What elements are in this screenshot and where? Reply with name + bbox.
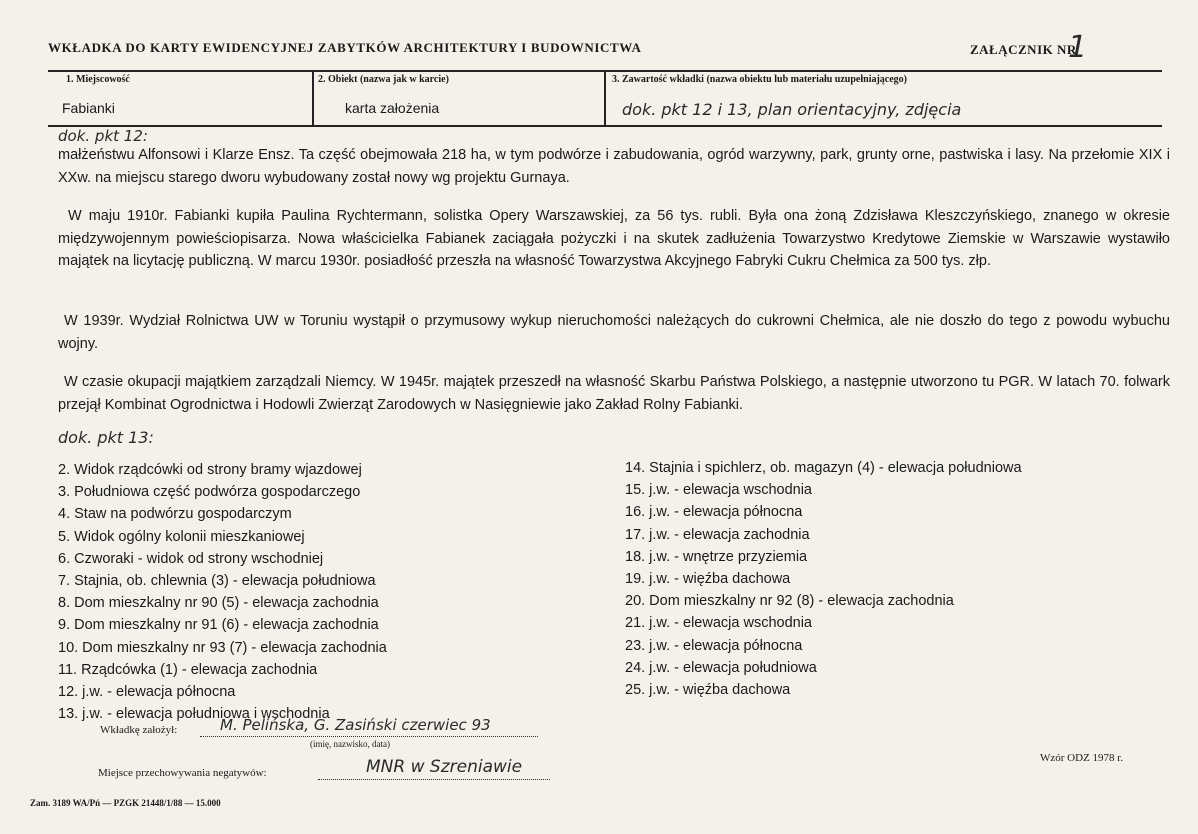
annex-label: ZAŁĄCZNIK NR <box>970 42 1077 57</box>
list-item: 14. Stajnia i spichlerz, ob. magazyn (4) - elewacja południowa <box>625 460 1022 476</box>
photo-list-right <box>625 457 1022 701</box>
list-item: 6. Czworaki - widok od strony wschodniej <box>58 550 324 567</box>
list-item: 23. j.w. - elewacja północna <box>625 637 803 654</box>
list-item: 25. j.w. - więźba dachowa <box>625 682 791 699</box>
list-item: 13. j.w. - elewacja południowa i wschodnia <box>58 706 330 723</box>
field-divider-2 <box>604 70 606 126</box>
storage-value: MNR w Szreniawie <box>366 757 523 777</box>
list-item: 3. Południowa część podwórza gospodarczego <box>58 484 361 501</box>
list-item: 8. Dom mieszkalny nr 90 (5) - elewacja zachodnia <box>58 595 379 612</box>
list-item: 18. j.w. - wnętrze przyziemia <box>625 548 808 565</box>
list-item: 20. Dom mieszkalny nr 92 (8) - elewacja zachodnia <box>625 593 954 610</box>
paragraph-1: małżeństwu Alfonsowi i Klarze Ensz. Ta część obejmowała 218 ha, w tym podwórze i zabudowania, ogród warzywny, park, grunty orne, pastwiska i lasy. Na przełomie XIX i XXw. na miejscu starego dworu wybudowany został nowy wg projektu Gurnaya. <box>58 147 1170 186</box>
list-item: 11. Rządcówka (1) - elewacja zachodnia <box>58 661 318 678</box>
made-by-label: Wkładkę założył: <box>100 724 178 736</box>
paragraph-2: W maju 1910r. Fabianki kupiła Paulina Rychtermann, solistka Opery Warszawskiej, za 56 tys. rubli. Była ona żoną Zdzisława Kleszczyńskiego, znanego w okresie międzywojennym powieściopisarza. Nowa właścicielka Fabianek zaciągała pożyczki i na skutek zadłużenia Towarzystwo Kredytowe Ziemskie w Warszawie wystawiło majątek na licytację publiczną. W marcu 1930r. posiadłość przeszła na własność Towarzystwa Akcyjnego Fabryki Cukru Chełmica za 500 tys. złp. <box>58 208 1170 269</box>
paragraph-4: W czasie okupacji majątkiem zarządzali Niemcy. W 1945r. majątek przeszedł na własność Skarbu Państwa Polskiego, a następnie utworzono tu PGR. W latach 70. folwark przejął Kombinat Ogrodnictwa i Hodowli Zwierząt Zarodowych w Nasięgniewie jako Zakład Rolny Fabianki. <box>58 374 1170 413</box>
storage-label: Miejsce przechowywania negatywów: <box>98 767 267 779</box>
made-by-dotted-line <box>200 736 538 737</box>
list-item: 5. Widok ogólny kolonii mieszkaniowej <box>58 528 305 545</box>
note-pkt-12: dok. pkt 12: <box>58 127 148 145</box>
list-item: 15. j.w. - elewacja wschodnia <box>625 482 812 499</box>
contents-value: dok. pkt 12 i 13, plan orientacyjny, zdjęcia <box>622 100 962 119</box>
made-by-value: M. Pelińska, G. Zasiński czerwiec 93 <box>220 716 491 734</box>
print-order: Zam. 3189 WA/Pń — PZGK 21448/1/88 — 15.000 <box>30 798 221 808</box>
list-item: 4. Staw na podwórzu gospodarczym <box>58 506 292 523</box>
form-model: Wzór ODZ 1978 r. <box>1040 752 1124 764</box>
locality-value: Fabianki <box>62 100 115 116</box>
paragraph-3: W 1939r. Wydział Rolnictwa UW w Toruniu wystąpił o przymusowy wykup nieruchomości należących do cukrowni Chełmica, ale nie doszło do tego z powodu wybuchu wojny. <box>58 313 1170 352</box>
list-item: 10. Dom mieszkalny nr 93 (7) - elewacja zachodnia <box>58 639 387 656</box>
list-item: 16. j.w. - elewacja północna <box>625 504 803 521</box>
annex-number: 1 <box>1068 30 1088 65</box>
list-item: 21. j.w. - elewacja wschodnia <box>625 615 812 632</box>
list-item: 12. j.w. - elewacja północna <box>58 684 236 701</box>
list-item: 17. j.w. - elewacja zachodnia <box>625 526 810 543</box>
list-item: 24. j.w. - elewacja południowa <box>625 659 817 676</box>
form-title: WKŁADKA DO KARTY EWIDENCYJNEJ ZABYTKÓW ARCHITEKTURY I BUDOWNICTWA <box>48 40 642 55</box>
made-by-hint: (imię, nazwisko, data) <box>310 739 390 749</box>
photo-list-left <box>58 459 387 725</box>
object-value: karta założenia <box>345 100 440 116</box>
object-label: 2. Obiekt (nazwa jak w karcie) <box>318 74 449 85</box>
list-item: 19. j.w. - więźba dachowa <box>625 571 791 588</box>
list-item: 7. Stajnia, ob. chlewnia (3) - elewacja południowa <box>58 573 376 590</box>
locality-label: 1. Miejscowość <box>66 74 130 85</box>
field-divider-1 <box>312 70 314 126</box>
note-pkt-13: dok. pkt 13: <box>58 428 154 447</box>
storage-dotted-line <box>318 779 550 780</box>
list-item: 9. Dom mieszkalny nr 91 (6) - elewacja zachodnia <box>58 617 379 634</box>
contents-label: 3. Zawartość wkładki (nazwa obiektu lub materiału uzupełniającego) <box>612 74 908 85</box>
list-item: 2. Widok rządcówki od strony bramy wjazdowej <box>58 462 362 478</box>
